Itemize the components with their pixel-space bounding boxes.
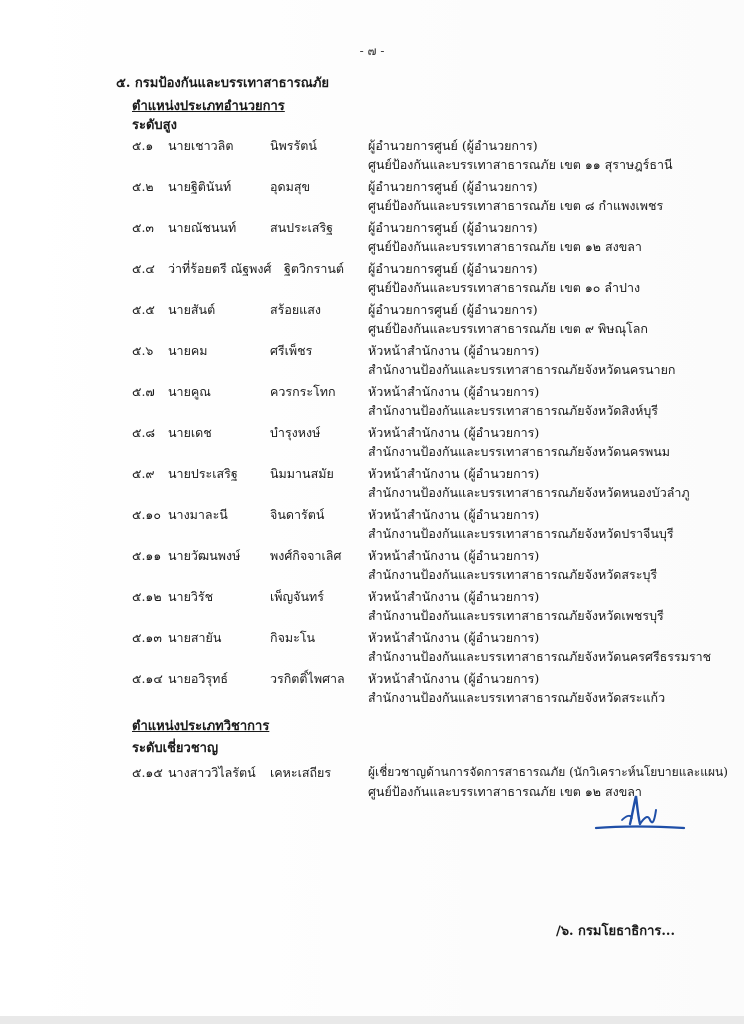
group-heading-academic: ตำแหน่งประเภทวิชาการ [132, 719, 270, 734]
entry-number: ๕.๔ [132, 261, 155, 276]
entry-first-name: นายณัชนนท์ [168, 220, 237, 235]
entry-number: ๕.๒ [132, 179, 154, 194]
entry-number: ๕.๑๓ [132, 630, 162, 645]
entry-first-name: นายเดช [168, 425, 212, 440]
scan-bottom-edge [0, 1016, 744, 1024]
entry-organization: สำนักงานป้องกันและบรรเทาสาธารณภัยจังหวัดเพชรบุรี [368, 608, 664, 623]
entry-5-1 [132, 136, 712, 176]
entry-position: หัวหน้าสำนักงาน (ผู้อำนวยการ) [368, 507, 540, 522]
group-heading-executive: ตำแหน่งประเภทอำนวยการ [132, 99, 285, 114]
entry-5-3 [132, 218, 712, 258]
entry-organization: ศูนย์ป้องกันและบรรเทาสาธารณภัย เขต ๘ กำแพงเพชร [368, 198, 664, 213]
entry-5-5 [132, 300, 712, 340]
entry-first-name: ว่าที่ร้อยตรี ณัฐพงศ์ [168, 261, 272, 276]
entry-last-name: วรกิตติ์ไพศาล [270, 671, 345, 686]
continuation-marker: /๖. กรมโยธาธิการ... [556, 924, 675, 939]
entry-organization: สำนักงานป้องกันและบรรเทาสาธารณภัยจังหวัดหนองบัวลำภู [368, 485, 690, 500]
entry-first-name: นางมาละนี [168, 507, 228, 522]
entry-last-name: สนประเสริฐ [270, 220, 334, 235]
entry-last-name: เคหะเสถียร [270, 765, 332, 780]
section-title: ๕. กรมป้องกันและบรรเทาสาธารณภัย [116, 76, 330, 91]
entry-position: หัวหน้าสำนักงาน (ผู้อำนวยการ) [368, 343, 540, 358]
entry-first-name: นายวิรัช [168, 589, 214, 604]
entry-organization: สำนักงานป้องกันและบรรเทาสาธารณภัยจังหวัดสิงห์บุรี [368, 403, 659, 418]
entry-last-name: สร้อยแสง [270, 302, 321, 317]
entry-number: ๕.๑๕ [132, 765, 163, 780]
entry-number: ๕.๑๒ [132, 589, 162, 604]
entry-number: ๕.๑๔ [132, 671, 163, 686]
entry-first-name: นายสายัน [168, 630, 222, 645]
entry-number: ๕.๙ [132, 466, 155, 481]
entry-first-name: นายประเสริฐ [168, 466, 238, 481]
entry-5-7 [132, 382, 712, 422]
entry-first-name: นายวัฒนพงษ์ [168, 548, 241, 563]
entry-organization: สำนักงานป้องกันและบรรเทาสาธารณภัยจังหวัดสระบุรี [368, 567, 658, 582]
entry-first-name: นายอวิรุทธ์ [168, 671, 228, 686]
entry-organization: ศูนย์ป้องกันและบรรเทาสาธารณภัย เขต ๑๐ ลำปาง [368, 280, 641, 295]
entry-last-name: ควรกระโทก [270, 384, 336, 399]
entry-organization: สำนักงานป้องกันและบรรเทาสาธารณภัยจังหวัดสระแก้ว [368, 690, 666, 705]
entry-number: ๕.๑๐ [132, 507, 161, 522]
entry-last-name: กิจมะโน [270, 630, 316, 645]
entry-organization: สำนักงานป้องกันและบรรเทาสาธารณภัยจังหวัดปราจีนบุรี [368, 526, 674, 541]
entry-first-name: นายเชาวลิต [168, 138, 234, 153]
entry-last-name: นิพรรัตน์ [270, 138, 317, 153]
entry-position: ผู้อำนวยการศูนย์ (ผู้อำนวยการ) [368, 261, 538, 276]
page-number: - ๗ - [359, 44, 385, 58]
entry-5-11 [132, 546, 712, 586]
entry-last-name: บำรุงหงษ์ [270, 425, 321, 440]
entry-number: ๕.๑๑ [132, 548, 162, 563]
entry-position: หัวหน้าสำนักงาน (ผู้อำนวยการ) [368, 384, 540, 399]
entry-5-9 [132, 464, 712, 504]
signature-mark [592, 790, 688, 836]
entry-5-6 [132, 341, 712, 381]
entry-5-2 [132, 177, 712, 217]
entry-organization: ศูนย์ป้องกันและบรรเทาสาธารณภัย เขต ๑๒ สงขลา [368, 239, 642, 254]
entry-5-4 [132, 259, 712, 299]
entry-number: ๕.๕ [132, 302, 155, 317]
entry-5-12 [132, 587, 712, 627]
entry-number: ๕.๓ [132, 220, 154, 235]
entry-first-name: นายฐิตินันท์ [168, 179, 232, 194]
entry-organization: ศูนย์ป้องกันและบรรเทาสาธารณภัย เขต ๙ พิษณุโลก [368, 321, 648, 336]
entry-last-name: นิมมานสมัย [270, 466, 334, 481]
entry-organization: ศูนย์ป้องกันและบรรเทาสาธารณภัย เขต ๑๑ สุราษฎร์ธานี [368, 157, 673, 172]
entry-organization: สำนักงานป้องกันและบรรเทาสาธารณภัยจังหวัดนครศรีธรรมราช [368, 649, 712, 664]
entry-5-10 [132, 505, 712, 545]
entry-position: ผู้อำนวยการศูนย์ (ผู้อำนวยการ) [368, 220, 538, 235]
entry-number: ๕.๘ [132, 425, 156, 440]
level-heading-expert: ระดับเชี่ยวชาญ [132, 741, 219, 756]
entry-first-name: นายสันต์ [168, 302, 216, 317]
entry-last-name: อุดมสุข [270, 179, 311, 194]
entry-position: หัวหน้าสำนักงาน (ผู้อำนวยการ) [368, 671, 540, 686]
entry-organization: ศูนย์ป้องกันและบรรเทาสาธารณภัย เขต ๑๒ สงขลา [368, 784, 642, 799]
entry-5-14 [132, 669, 712, 709]
entry-organization: สำนักงานป้องกันและบรรเทาสาธารณภัยจังหวัดนครพนม [368, 444, 671, 459]
entry-position: หัวหน้าสำนักงาน (ผู้อำนวยการ) [368, 589, 540, 604]
entry-position: หัวหน้าสำนักงาน (ผู้อำนวยการ) [368, 630, 540, 645]
entry-position: ผู้เชี่ยวชาญด้านการจัดการสาธารณภัย (นักวิเคราะห์นโยบายและแผน) [368, 765, 728, 779]
entry-position: ผู้อำนวยการศูนย์ (ผู้อำนวยการ) [368, 302, 538, 317]
entry-first-name: นางสาววิไลรัตน์ [168, 765, 256, 780]
entry-position: หัวหน้าสำนักงาน (ผู้อำนวยการ) [368, 425, 540, 440]
entry-position: หัวหน้าสำนักงาน (ผู้อำนวยการ) [368, 548, 540, 563]
entry-5-13 [132, 628, 712, 668]
entry-first-name: นายคูณ [168, 384, 211, 399]
entry-first-name: นายคม [168, 343, 208, 358]
entry-position: หัวหน้าสำนักงาน (ผู้อำนวยการ) [368, 466, 540, 481]
entry-number: ๕.๖ [132, 343, 154, 358]
entry-last-name: ศรีเพ็ชร [270, 343, 313, 358]
entry-number: ๕.๑ [132, 138, 154, 153]
entry-organization: สำนักงานป้องกันและบรรเทาสาธารณภัยจังหวัดนครนายก [368, 362, 676, 377]
entry-last-name: ฐิตวิกรานต์ [284, 261, 344, 276]
entry-position: ผู้อำนวยการศูนย์ (ผู้อำนวยการ) [368, 179, 538, 194]
entry-5-8 [132, 423, 712, 463]
entry-number: ๕.๗ [132, 384, 155, 399]
entry-last-name: เพ็ญจันทร์ [270, 589, 324, 604]
entry-last-name: พงศ์กิจจาเลิศ [270, 548, 342, 563]
entry-position: ผู้อำนวยการศูนย์ (ผู้อำนวยการ) [368, 138, 538, 153]
level-heading-senior: ระดับสูง [132, 118, 177, 133]
entry-last-name: จินดารัตน์ [270, 507, 325, 522]
